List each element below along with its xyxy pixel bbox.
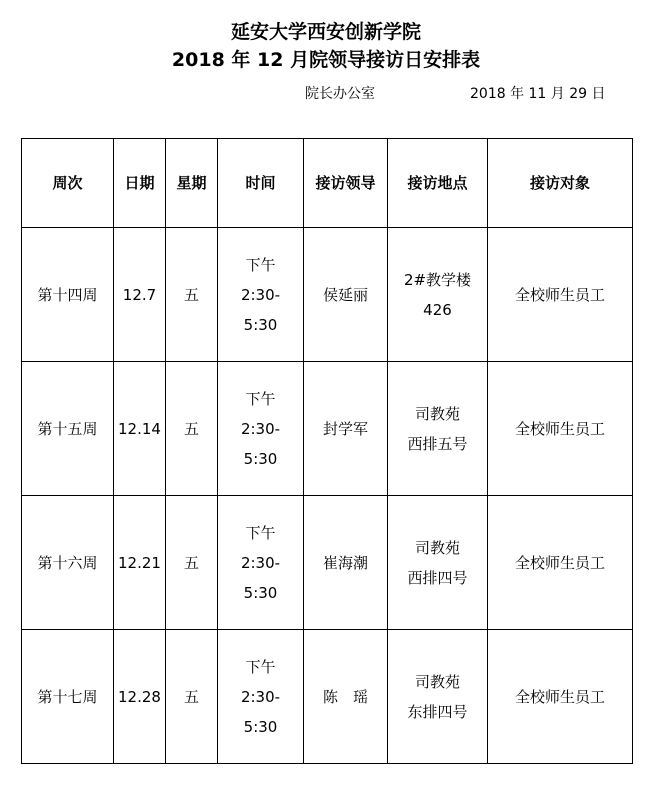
column-header-weekday: 星期 <box>166 139 218 228</box>
date-cell: 12.21 <box>114 496 166 630</box>
column-header-week: 周次 <box>22 139 114 228</box>
time-start: 2:30- <box>240 553 281 572</box>
date-cell: 12.7 <box>114 228 166 362</box>
time-start: 2:30- <box>240 687 281 706</box>
table-row <box>22 496 633 630</box>
weekday-cell: 五 <box>166 496 218 630</box>
location-line: 426 <box>423 300 452 319</box>
date-cell: 12.14 <box>114 362 166 496</box>
audience-cell: 全校师生员工 <box>488 228 633 362</box>
weekday-cell: 五 <box>166 228 218 362</box>
leader-cell: 封学军 <box>304 362 388 496</box>
table-row <box>22 362 633 496</box>
leader-cell: 侯延丽 <box>304 228 388 362</box>
column-header-location: 接访地点 <box>388 139 488 228</box>
issue-date: 2018 年 11 月 29 日 <box>470 86 606 102</box>
column-header-date: 日期 <box>114 139 166 228</box>
time-end: 5:30 <box>243 717 278 736</box>
location-cell <box>388 228 488 362</box>
issuing-office: 院长办公室 <box>305 86 375 102</box>
location-line: 司教苑 <box>414 538 460 557</box>
time-start: 2:30- <box>240 419 281 438</box>
week-cell: 第十四周 <box>22 228 114 362</box>
location-line: 司教苑 <box>414 404 460 423</box>
time-period: 下午 <box>245 523 276 542</box>
document-subtitle: 2018 年 12 月院领导接访日安排表 <box>171 49 481 71</box>
schedule-table <box>21 138 633 764</box>
document-title: 延安大学西安创新学院 <box>230 21 421 43</box>
location-cell <box>388 630 488 764</box>
column-header-leader: 接访领导 <box>304 139 388 228</box>
weekday-cell: 五 <box>166 362 218 496</box>
location-line: 东排四号 <box>407 702 468 721</box>
table-header-row <box>22 139 633 228</box>
location-line: 2#教学楼 <box>403 270 472 289</box>
leader-cell: 崔海潮 <box>304 496 388 630</box>
leader-cell: 陈 瑶 <box>304 630 388 764</box>
location-cell <box>388 362 488 496</box>
time-end: 5:30 <box>243 583 278 602</box>
time-cell <box>218 228 304 362</box>
table-row <box>22 228 633 362</box>
weekday-cell: 五 <box>166 630 218 764</box>
week-cell: 第十五周 <box>22 362 114 496</box>
time-cell <box>218 630 304 764</box>
date-cell: 12.28 <box>114 630 166 764</box>
time-period: 下午 <box>245 255 276 274</box>
audience-cell: 全校师生员工 <box>488 496 633 630</box>
week-cell: 第十七周 <box>22 630 114 764</box>
time-end: 5:30 <box>243 449 278 468</box>
location-line: 西排五号 <box>407 434 468 453</box>
time-cell <box>218 496 304 630</box>
column-header-time: 时间 <box>218 139 304 228</box>
column-header-audience: 接访对象 <box>488 139 633 228</box>
table-row <box>22 630 633 764</box>
location-cell <box>388 496 488 630</box>
time-cell <box>218 362 304 496</box>
location-line: 西排四号 <box>407 568 468 587</box>
time-period: 下午 <box>245 389 276 408</box>
week-cell: 第十六周 <box>22 496 114 630</box>
time-start: 2:30- <box>240 285 281 304</box>
audience-cell: 全校师生员工 <box>488 630 633 764</box>
audience-cell: 全校师生员工 <box>488 362 633 496</box>
time-end: 5:30 <box>243 315 278 334</box>
time-period: 下午 <box>245 657 276 676</box>
location-line: 司教苑 <box>414 672 460 691</box>
